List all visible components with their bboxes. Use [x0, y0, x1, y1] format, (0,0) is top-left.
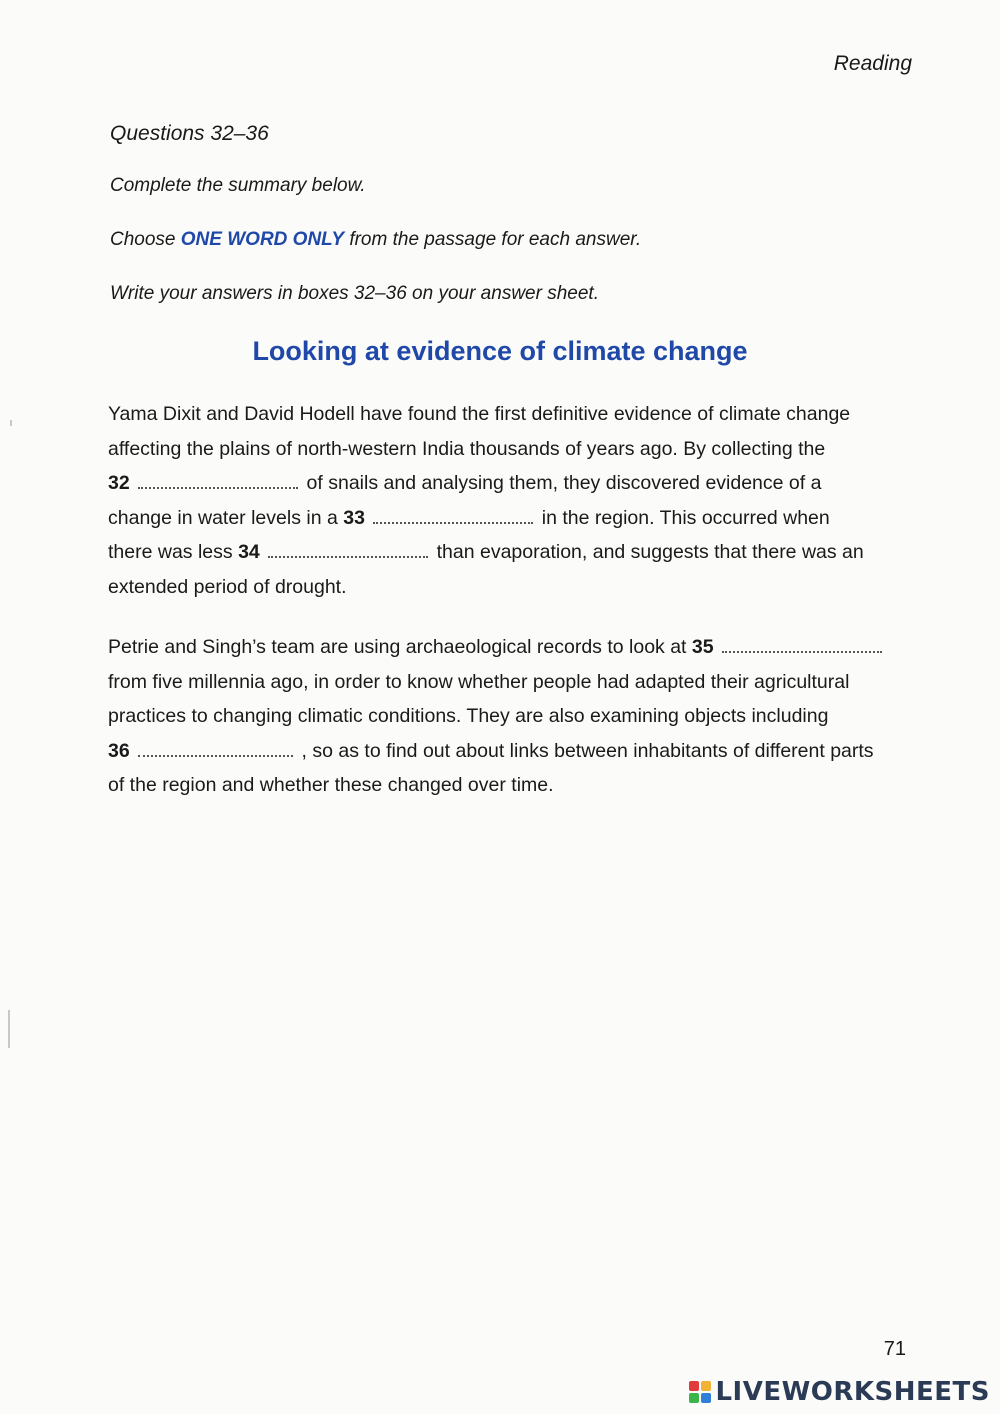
summary-text: of snails and analysing them, they discovered evidence of a [306, 472, 822, 494]
summary-line [108, 630, 908, 665]
logo-square [689, 1393, 699, 1403]
summary-text: , so as to find out about links between inhabitants of different parts [301, 739, 874, 762]
logo-square [689, 1381, 699, 1391]
summary-text: change in water levels in a [108, 506, 344, 529]
section-label: Reading [833, 52, 912, 75]
page-number: 71 [883, 1338, 906, 1360]
logo-square [701, 1381, 711, 1391]
summary-line: of the region and whether these changed over time. [108, 774, 554, 796]
liveworksheets-logo-icon [689, 1381, 711, 1403]
answer-blank-34[interactable] [268, 552, 428, 558]
summary-line: from five millennia ago, in order to know whether people had adapted their agricultural [108, 670, 850, 693]
instruction-text: Choose [110, 229, 181, 250]
question-number-33: 33 [343, 506, 365, 529]
questions-range: Questions 32–36 [110, 122, 269, 145]
summary-text: there was less [108, 541, 239, 563]
summary-title: Looking at evidence of climate change [252, 336, 748, 366]
summary-text: in the region. This occurred when [541, 506, 830, 529]
question-number-32: 32 [108, 472, 130, 494]
answer-blank-32[interactable] [138, 483, 298, 489]
instructions [110, 122, 910, 336]
instruction-complete: Complete the summary below. [110, 175, 366, 196]
logo-square [701, 1393, 711, 1403]
instruction-write: Write your answers in boxes 32–36 on your answer sheet. [110, 283, 599, 304]
summary-paragraph-2 [108, 630, 908, 803]
instruction-choose [110, 228, 910, 252]
question-number-35: 35 [691, 636, 714, 658]
summary-paragraph-1 [108, 397, 908, 604]
question-number-36: 36 [108, 739, 130, 762]
summary-line: practices to changing climatic conditions. They are also examining objects including [108, 705, 829, 727]
question-number-34: 34 [238, 541, 260, 563]
margin-mark [8, 1010, 10, 1048]
summary-line [108, 734, 908, 769]
instruction-text: from the passage for each answer. [344, 229, 642, 250]
word-limit-emphasis: ONE WORD ONLY [180, 229, 345, 250]
answer-blank-36[interactable] [138, 751, 293, 757]
summary-line [108, 501, 908, 536]
answer-blank-33[interactable] [373, 518, 533, 524]
summary-line: extended period of drought. [108, 575, 347, 598]
summary-text: Petrie and Singh’s team are using archaeological records to look at [108, 636, 692, 658]
summary-line: affecting the plains of north-western India thousands of years ago. By collecting the [108, 437, 826, 460]
margin-mark [10, 420, 12, 426]
summary-text: than evaporation, and suggests that there was an [436, 541, 864, 563]
answer-blank-35[interactable] [722, 647, 882, 653]
summary-line [108, 535, 908, 570]
summary-line [108, 466, 908, 501]
brand-name: LIVEWORKSHEETS [715, 1377, 990, 1407]
liveworksheets-brand[interactable] [689, 1377, 990, 1407]
summary-line: Yama Dixit and David Hodell have found the first definitive evidence of climate change [108, 403, 851, 425]
